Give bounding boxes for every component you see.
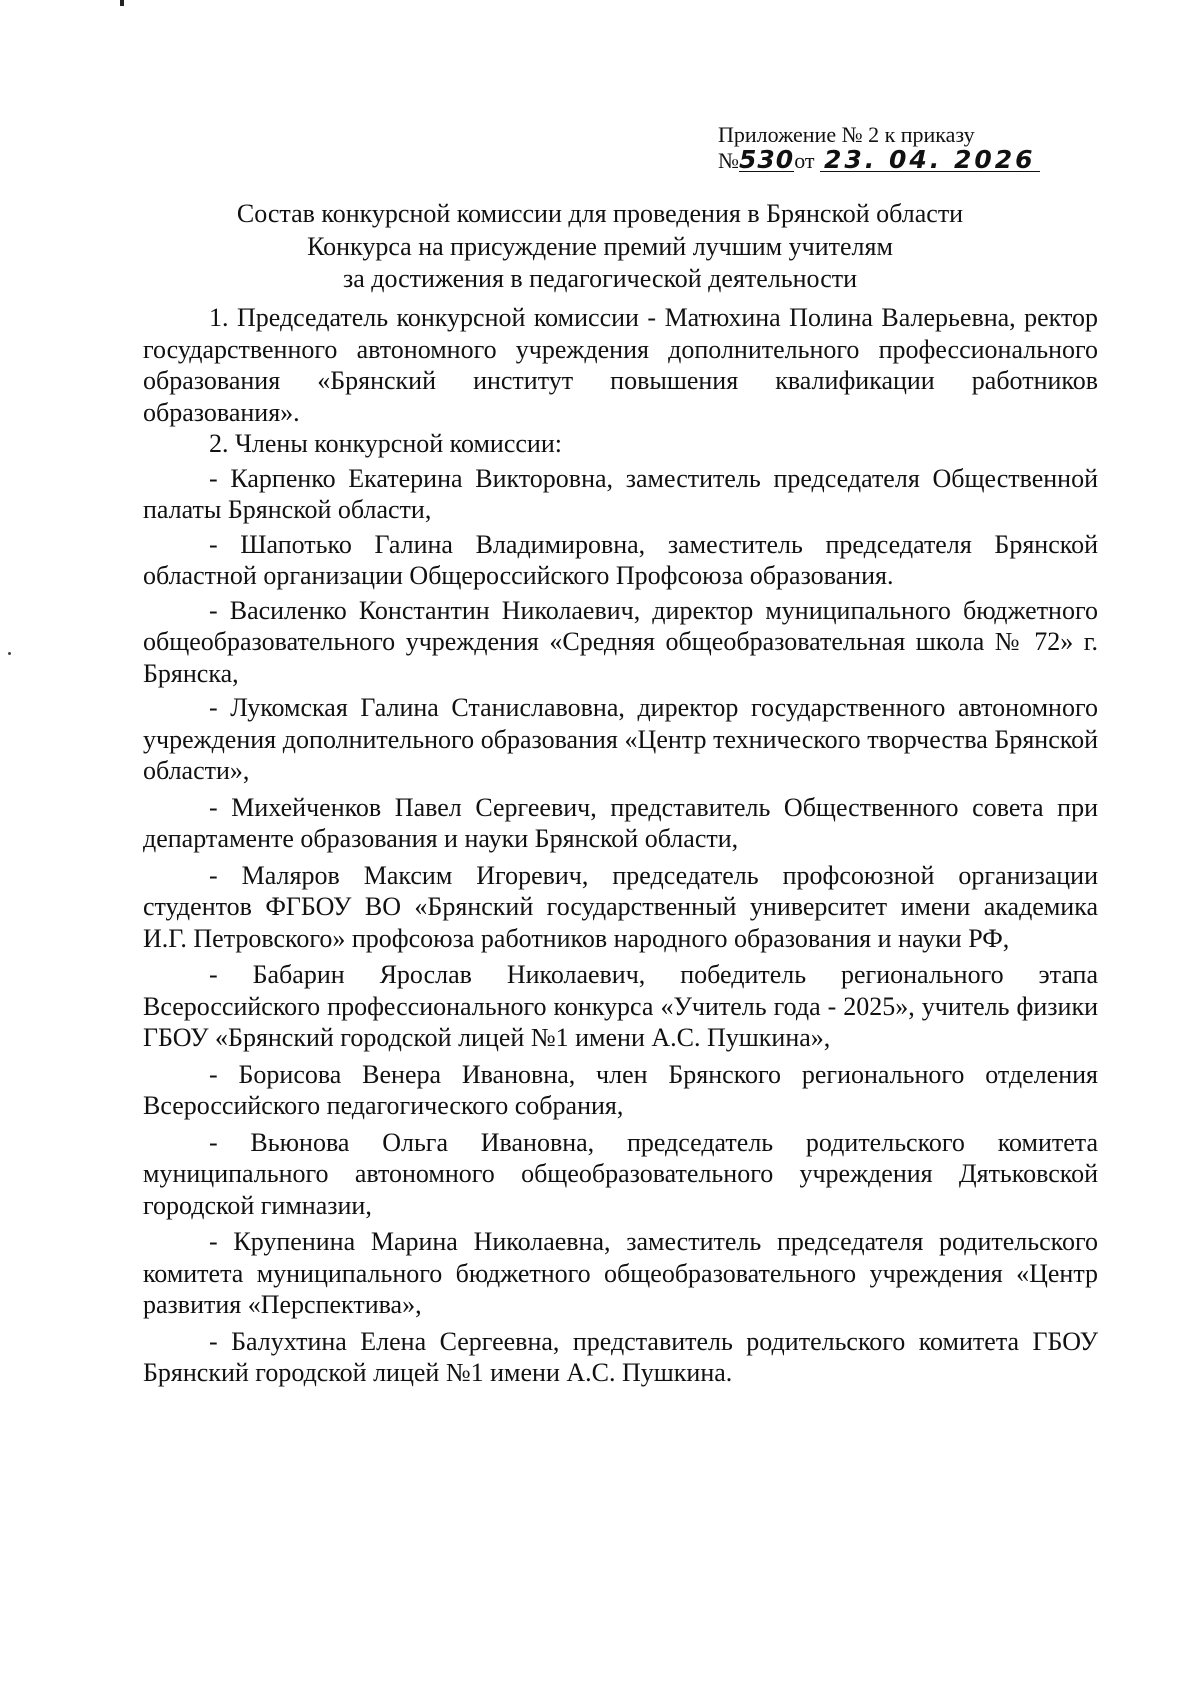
title-line-1: Состав конкурсной комиссии для проведения в Брянской области bbox=[236, 199, 964, 228]
order-number-line bbox=[718, 145, 1040, 174]
member-item: - Борисова Венера Ивановна, член Брянского регионального отделения Всероссийского педагогического собрания, bbox=[143, 1059, 1098, 1120]
member-item: - Шапотько Галина Владимировна, заместитель председателя Брянской областной организации Общероссийского Профсоюза образования. bbox=[143, 529, 1098, 590]
appendix-header bbox=[718, 122, 1040, 174]
member-item: - Балухтина Елена Сергеевна, представитель родительского комитета ГБОУ Брянский городской лицей №1 имени А.С. Пушкина. bbox=[143, 1326, 1098, 1387]
member-item: - Лукомская Галина Станиславовна, директор государственного автономного учреждения дополнительного образования «Центр технического творчества Брянской области», bbox=[143, 693, 1098, 785]
scan-dot bbox=[8, 652, 11, 655]
scan-mark bbox=[120, 0, 124, 6]
member-item: - Бабарин Ярослав Николаевич, победитель регионального этапа Всероссийского профессионального конкурса «Учитель года - 2025», учитель физики ГБОУ «Брянский городской лицей №1 имени А.С. Пушкина», bbox=[143, 960, 1098, 1052]
member-item: - Карпенко Екатерина Викторовна, заместитель председателя Общественной палаты Брянской области, bbox=[143, 463, 1098, 524]
document-body bbox=[143, 302, 1098, 1389]
order-number-handwritten: 530 bbox=[739, 145, 795, 174]
document-title bbox=[130, 198, 1070, 296]
title-line-3: за достижения в педагогической деятельности bbox=[342, 264, 858, 293]
appendix-line: Приложение № 2 к приказу bbox=[718, 122, 975, 147]
member-item: - Маляров Максим Игоревич, председатель профсоюзной организации студентов ФГБОУ ВО «Брянский государственный университет имени академика И.Г. Петровского» профсоюза работников народного образования и науки РФ, bbox=[143, 860, 1098, 953]
number-prefix: № bbox=[718, 148, 739, 173]
paragraph-members-heading: 2. Члены конкурсной комиссии: bbox=[209, 429, 562, 458]
member-item: - Василенко Константин Николаевич, директор муниципального бюджетного общеобразовательного учреждения «Средняя общеобразовательная школа № 72» г. Брянска, bbox=[143, 595, 1098, 688]
date-prefix: от bbox=[794, 148, 815, 173]
member-item: - Михейченков Павел Сергеевич, представитель Общественного совета при департаменте образования и науки Брянской области, bbox=[143, 792, 1098, 853]
member-item: - Крупенина Марина Николаевна, заместитель председателя родительского комитета муниципального бюджетного общеобразовательного учреждения «Центр развития «Перспектива», bbox=[143, 1227, 1098, 1319]
member-item: - Вьюнова Ольга Ивановна, председатель родительского комитета муниципального автономного общеобразовательного учреждения Дятьковской городской гимназии, bbox=[143, 1127, 1098, 1220]
order-date-handwritten: 23. 04. 2026 bbox=[820, 149, 1040, 172]
paragraph-chairman: 1. Председатель конкурсной комиссии - Матюхина Полина Валерьевна, ректор государственного автономного учреждения дополнительного профессионального образования «Брянский институт повышения квалификации работников образования». bbox=[143, 303, 1098, 427]
title-line-2: Конкурса на присуждение премий лучшим учителям bbox=[307, 231, 893, 261]
